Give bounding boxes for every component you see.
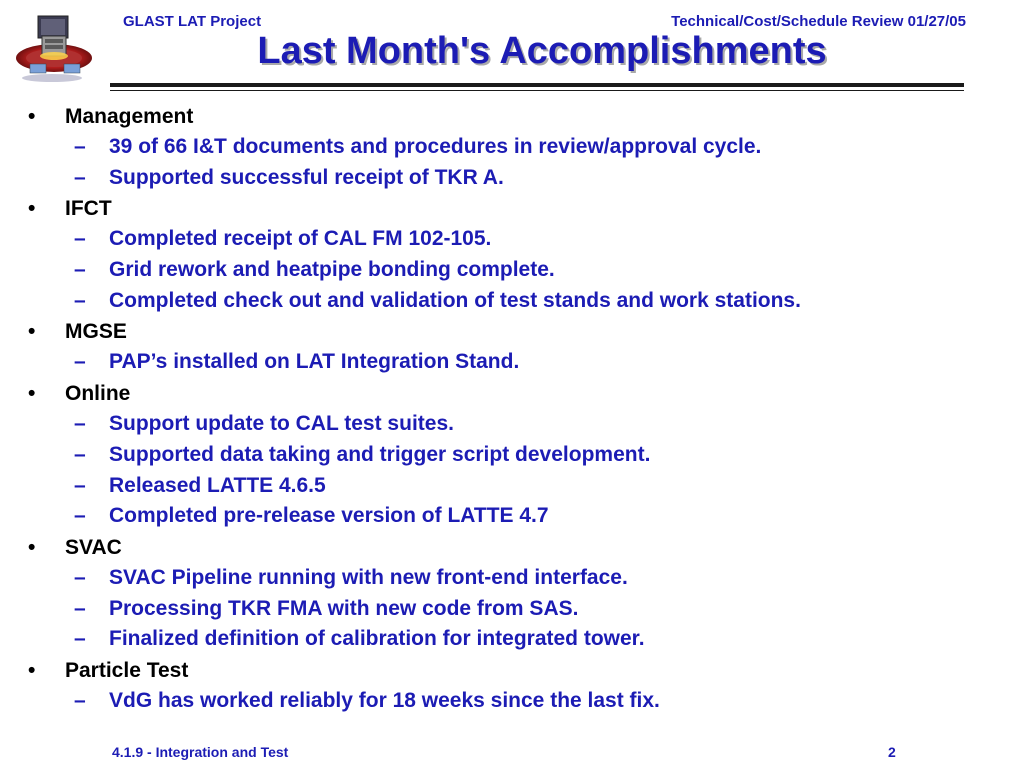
glast-satellite-logo-icon — [12, 14, 110, 84]
header-project-name: GLAST LAT Project — [123, 13, 262, 30]
dash-icon: – — [74, 350, 86, 374]
list-item: – Completed pre-release version of LATTE 4.7 — [26, 501, 986, 532]
list-item: – Completed receipt of CAL FM 102-105. — [26, 224, 986, 255]
dash-icon: – — [74, 473, 86, 497]
section-heading: • Particle Test — [26, 655, 986, 686]
dash-icon: – — [74, 442, 86, 466]
list-item: – Processing TKR FMA with new code from SAS. — [26, 594, 986, 625]
dash-icon: – — [74, 258, 86, 282]
list-item: – Support update to CAL test suites. — [26, 409, 986, 440]
list-item: – PAP’s installed on LAT Integration Stand. — [26, 347, 986, 378]
dash-icon: – — [74, 596, 86, 620]
bullet-icon: • — [28, 535, 36, 559]
dash-icon: – — [74, 688, 86, 712]
list-item: – VdG has worked reliably for 18 weeks since the last fix. — [26, 686, 986, 717]
footer-section-label: 4.1.9 - Integration and Test — [112, 744, 289, 760]
dash-icon: – — [74, 504, 86, 528]
list-item: – 39 of 66 I&T documents and procedures in review/approval cycle. — [26, 132, 986, 163]
list-item: – Released LATTE 4.6.5 — [26, 471, 986, 502]
list-item: – SVAC Pipeline running with new front-end interface. — [26, 563, 986, 594]
section-heading: • IFCT — [26, 193, 986, 224]
section-heading: • MGSE — [26, 316, 986, 347]
bullet-icon: • — [28, 320, 36, 344]
dash-icon: – — [74, 627, 86, 651]
list-item: – Completed check out and validation of test stands and work stations. — [26, 286, 986, 317]
title-divider-thin — [110, 90, 964, 91]
dash-icon: – — [74, 135, 86, 158]
header-review-info: Technical/Cost/Schedule Review 01/27/05 — [671, 13, 966, 30]
list-item: – Supported data taking and trigger script development. — [26, 440, 986, 471]
bullet-icon: • — [28, 382, 36, 406]
bullet-icon: • — [28, 658, 36, 682]
section-heading: • Online — [26, 378, 986, 409]
bullet-list — [26, 101, 986, 717]
list-item: – Finalized definition of calibration for integrated tower. — [26, 624, 986, 655]
dash-icon: – — [74, 288, 86, 312]
dash-icon: – — [74, 227, 86, 251]
title-divider-thick — [110, 83, 964, 87]
bullet-icon: • — [28, 105, 36, 128]
dash-icon: – — [74, 165, 86, 189]
page-number: 2 — [888, 744, 896, 760]
section-heading: • Management — [26, 101, 986, 132]
section-heading: • SVAC — [26, 532, 986, 563]
dash-icon: – — [74, 565, 86, 589]
bullet-icon: • — [28, 197, 36, 221]
slide-title: Last Month's Accomplishments — [257, 30, 827, 72]
list-item: – Supported successful receipt of TKR A. — [26, 163, 986, 194]
dash-icon: – — [74, 412, 86, 436]
list-item: – Grid rework and heatpipe bonding complete. — [26, 255, 986, 286]
